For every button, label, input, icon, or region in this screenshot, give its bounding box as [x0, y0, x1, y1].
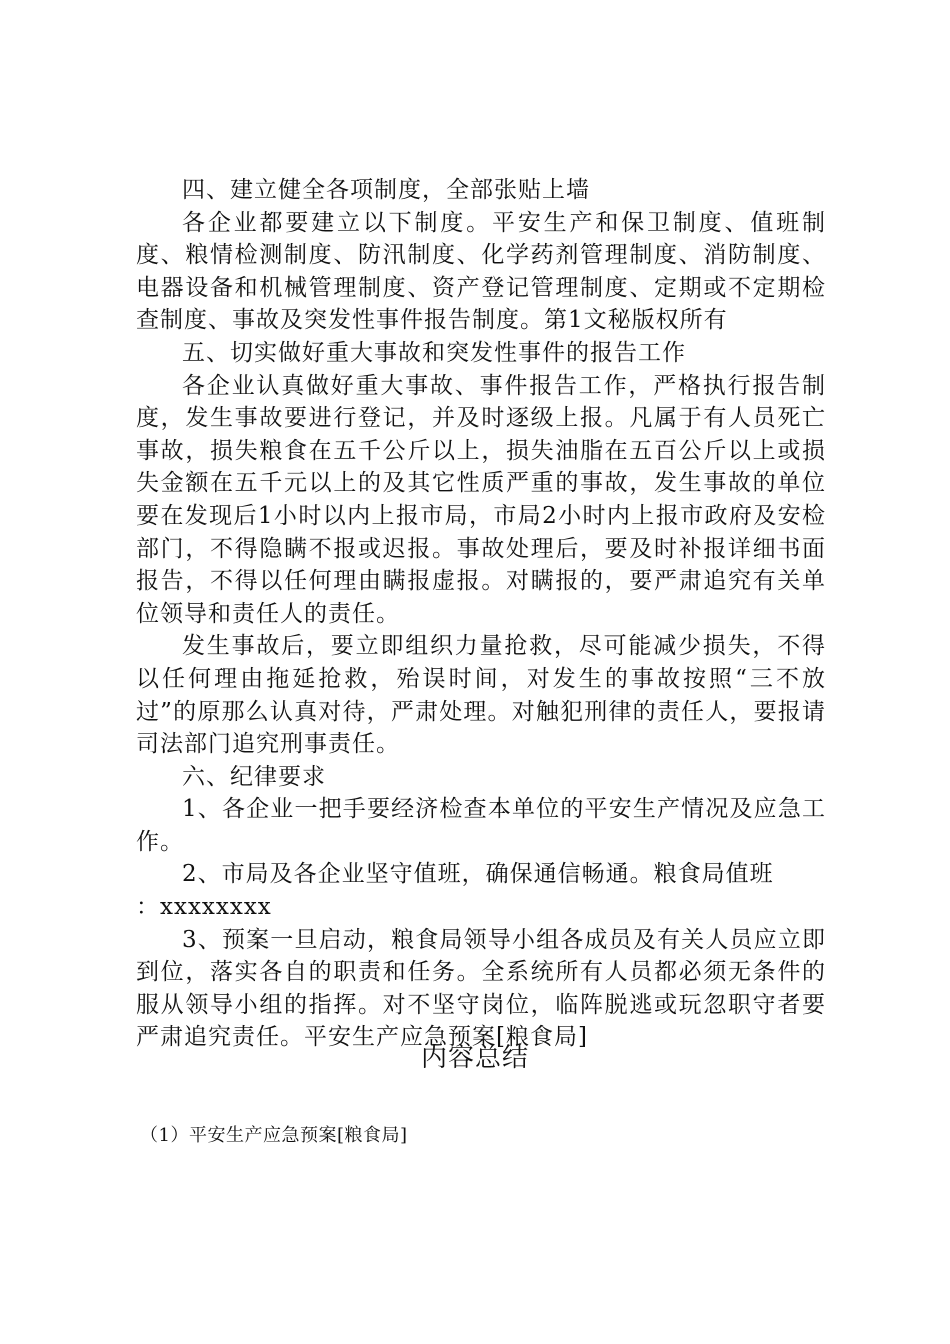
discipline-item-2: 2、市局及各企业坚守值班，确保通信畅通。粮食局值班 — [182, 861, 774, 888]
document-body — [136, 174, 826, 1054]
heading-section-5: 五、切实做好重大事故和突发性事件的报告工作 — [182, 339, 686, 366]
paragraph-required-systems: 各企业都要建立以下制度。平安生产和保卫制度、值班制度、粮情检测制度、防汛制度、化学药剂管理制度、消防制度、电器设备和机械管理制度、资产登记管理制度、定期或不定期检查制度、事故及突发性事件报告制度。第1文秘版权所有 — [136, 209, 826, 334]
duty-phone-line: ：xxxxxxxx — [136, 894, 272, 921]
discipline-item-3: 3、预案一旦启动，粮食局领导小组各成员及有关人员应立即到位，落实各自的职责和任务。全系统所有人员都必须无条件的服从领导小组的指挥。对不坚守岗位，临阵脱逃或玩忽职守者要严肃追究责任。平安生产应急预案[粮食局] — [136, 926, 826, 1051]
paragraph-accident-reporting: 各企业认真做好重大事故、事件报告工作，严格执行报告制度，发生事故要进行登记，并及时逐级上报。凡属于有人员死亡事故，损失粮食在五千公斤以上，损失油脂在五百公斤以上或损失金额在五千元以上的及其它性质严重的事故，发生事故的单位要在发现后1小时以内上报市局，市局2小时内上报市政府及安检部门，不得隐瞒不报或迟报。事故处理后，要及时补报详细书面报告，不得以任何理由瞒报虚报。对瞒报的，要严肃追究有关单位领导和责任人的责任。 — [136, 372, 826, 627]
summary-title: 内容总结 — [420, 1043, 529, 1073]
summary-item: （1）平安生产应急预案[粮食局] — [140, 1125, 408, 1146]
heading-section-4: 四、建立健全各项制度，全部张贴上墙 — [182, 177, 590, 203]
heading-section-6: 六、纪律要求 — [182, 763, 326, 790]
discipline-item-1: 1、各企业一把手要经济检查本单位的平安生产情况及应急工作。 — [136, 796, 826, 855]
paragraph-rescue-handling: 发生事故后，要立即组织力量抢救，尽可能减少损失，不得以任何理由拖延抢救，殆误时间，对发生的事故按照“三不放过”的原那么认真对待，严肃处理。对触犯刑律的责任人，要报请司法部门追究刑事责任。 — [136, 633, 826, 758]
